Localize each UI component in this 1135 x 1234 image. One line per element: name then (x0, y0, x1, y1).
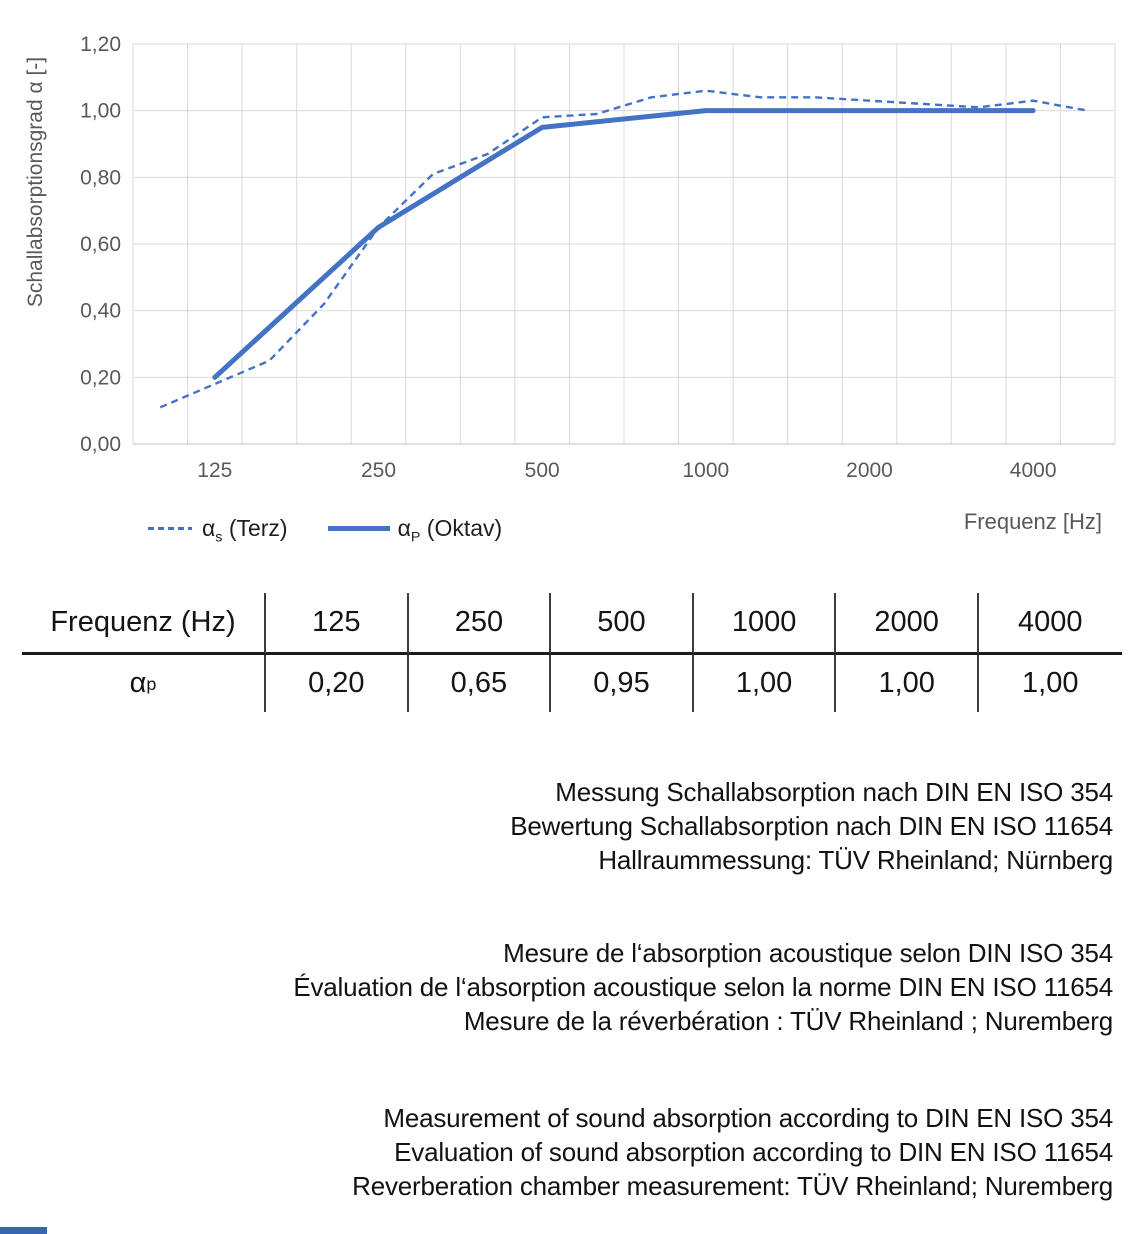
y-tick-label: 0,60 (80, 233, 121, 256)
table-header-cell: Frequenz (Hz) (22, 593, 266, 655)
absorption-chart (0, 0, 1135, 500)
table-value-cell: 1,00 (836, 655, 979, 712)
y-tick-label: 0,00 (80, 433, 121, 456)
note-line: Reverberation chamber measurement: TÜV Rheinland; Nuremberg (352, 1171, 1113, 1201)
footer-accent-bar (0, 1227, 47, 1234)
table-value-cell: 0,95 (551, 655, 694, 712)
table-header-cell: 250 (409, 593, 552, 655)
x-tick-label: 2000 (846, 459, 893, 482)
legend-dashed-line-swatch (148, 527, 192, 530)
table-value-cell: 0,20 (266, 655, 409, 712)
y-tick-label: 1,20 (80, 33, 121, 56)
x-tick-label: 125 (197, 459, 233, 482)
x-tick-label: 250 (360, 459, 397, 482)
table-value-cell: 1,00 (1022, 667, 1079, 699)
table-header-cell: 1000 (694, 593, 837, 655)
legend-solid-line-swatch (328, 526, 390, 531)
note-line: Bewertung Schallabsorption nach DIN EN ISO 11654 (510, 811, 1113, 841)
note-line: Hallraummessung: TÜV Rheinland; Nürnberg (598, 845, 1113, 875)
table-header-cell: 125 (266, 593, 409, 655)
chart-legend (148, 515, 503, 546)
x-axis-title: Frequenz [Hz] (963, 509, 1102, 534)
note-french (293, 936, 1113, 1038)
table-header-cell: 500 (551, 593, 694, 655)
absorption-table (22, 593, 1122, 712)
x-tick-label: 1000 (682, 459, 730, 482)
note-english (352, 1101, 1113, 1203)
legend-label-oktav: $\alpha_P$ (Oktav) (397, 515, 503, 546)
table-header-cell: 2000 (836, 593, 979, 655)
note-line: Messung Schallabsorption nach DIN EN ISO 354 (555, 777, 1113, 807)
y-tick-label: 0,40 (80, 299, 121, 323)
y-tick-label: 0,20 (80, 366, 121, 390)
table-value-cell: 0,65 (409, 655, 552, 712)
table-row-label: α p (22, 655, 266, 712)
note-line: Mesure de la réverbération : TÜV Rheinland ; Nuremberg (463, 1006, 1113, 1036)
table-header-cell: 4000 (979, 593, 1122, 655)
y-tick-label: 0,80 (80, 166, 121, 190)
x-tick-label: 4000 (1009, 459, 1057, 482)
note-line: Évaluation de l‘absorption acoustique selon la norme DIN EN ISO 11654 (293, 972, 1113, 1002)
legend-label-terz: $\alpha_s$ (Terz) (202, 515, 288, 546)
note-line: Measurement of sound absorption according to DIN EN ISO 354 (383, 1103, 1113, 1133)
table-value-cell: 1,00 (694, 655, 837, 712)
x-tick-label: 500 (524, 459, 560, 482)
note-line: Mesure de l‘absorption acoustique selon DIN ISO 354 (503, 938, 1113, 968)
note-german (510, 775, 1113, 877)
y-axis-title: Schallabsorptionsgrad α [-] (24, 56, 47, 308)
note-line: Evaluation of sound absorption according to DIN EN ISO 11654 (394, 1137, 1113, 1167)
y-tick-label: 1,00 (80, 99, 121, 123)
